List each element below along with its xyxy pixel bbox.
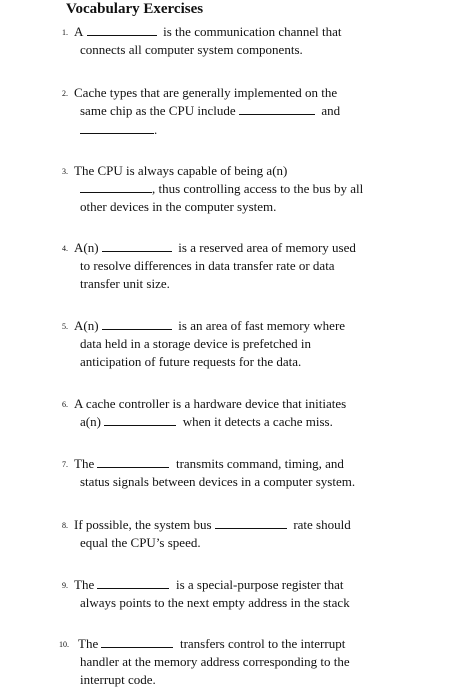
question-number: 5. <box>62 322 68 331</box>
answer-blank[interactable] <box>239 113 315 115</box>
answer-blank[interactable] <box>104 424 176 426</box>
question-line: to resolve differences in data transfer rate or data <box>80 258 335 273</box>
answer-blank[interactable] <box>97 587 169 589</box>
question-line: interrupt code. <box>80 672 156 687</box>
question-number: 7. <box>62 460 68 469</box>
question-line: transfer unit size. <box>80 276 170 291</box>
question-line: The transmits command, timing, and <box>74 456 344 471</box>
question-number: 4. <box>62 244 68 253</box>
question-line: If possible, the system bus rate should <box>74 517 351 532</box>
question-number: 9. <box>62 581 68 590</box>
question-line: other devices in the computer system. <box>80 199 277 214</box>
question-line: The is a special-purpose register that <box>74 577 344 592</box>
question-number: 8. <box>62 521 68 530</box>
question-line: . <box>80 120 157 139</box>
question-line: equal the CPU’s speed. <box>80 535 201 550</box>
question-line: A is the communication channel that <box>74 24 342 39</box>
answer-blank[interactable] <box>80 132 154 134</box>
answer-blank[interactable] <box>102 250 172 252</box>
question-line: The CPU is always capable of being a(n) <box>74 163 288 178</box>
question-line: status signals between devices in a computer system. <box>80 474 356 489</box>
question-number: 1. <box>62 28 68 37</box>
question-line: handler at the memory address corresponding to the <box>80 654 350 669</box>
question-line: A cache controller is a hardware device that initiates <box>74 396 347 411</box>
question-number: 6. <box>62 400 68 409</box>
page-title: Vocabulary Exercises <box>66 1 204 17</box>
question-line: same chip as the CPU include and <box>80 103 341 118</box>
question-line: , thus controlling access to the bus by all <box>80 179 363 198</box>
answer-blank[interactable] <box>97 466 169 468</box>
answer-blank[interactable] <box>80 191 152 193</box>
question-line: data held in a storage device is prefetched in <box>80 336 312 351</box>
answer-blank[interactable] <box>87 34 157 36</box>
question-line: always points to the next empty address in the stack <box>80 595 350 610</box>
question-number: 10. <box>59 640 69 649</box>
question-line: A(n) is a reserved area of memory used <box>74 240 356 255</box>
question-line: anticipation of future requests for the data. <box>80 354 302 369</box>
question-line: Cache types that are generally implemented on the <box>74 85 338 100</box>
question-number: 2. <box>62 89 68 98</box>
question-line: A(n) is an area of fast memory where <box>74 318 346 333</box>
answer-blank[interactable] <box>215 527 287 529</box>
question-line: a(n) when it detects a cache miss. <box>80 414 333 429</box>
answer-blank[interactable] <box>102 328 172 330</box>
question-line: The transfers control to the interrupt <box>78 636 346 651</box>
answer-blank[interactable] <box>101 646 173 648</box>
question-number: 3. <box>62 167 68 176</box>
question-line: connects all computer system components. <box>80 42 303 57</box>
